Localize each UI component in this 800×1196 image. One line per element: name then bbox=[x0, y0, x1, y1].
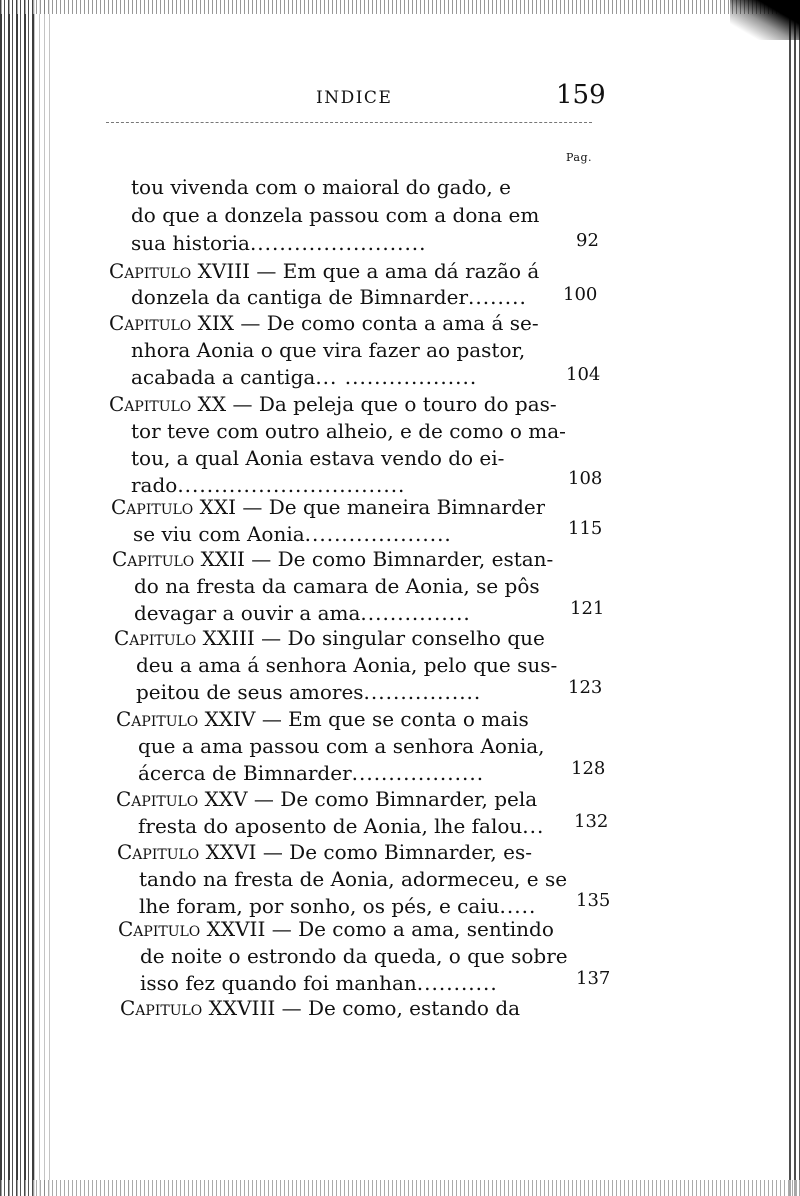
toc-line: lhe foram, por sonho, os pés, e caiu..... bbox=[139, 894, 537, 918]
toc-page-number: 128 bbox=[571, 758, 606, 779]
leader-dots: .................. bbox=[351, 761, 485, 785]
leader-dots: ..... bbox=[499, 894, 537, 918]
toc-line: Capitulo XXI — De que maneira Bimnarder bbox=[111, 495, 546, 519]
toc-line: devagar a ouvir a ama............... bbox=[134, 601, 471, 625]
toc-line: que a ama passou com a senhora Aonia, bbox=[138, 734, 545, 758]
toc-page-number: 123 bbox=[568, 677, 603, 698]
toc-page-number: 132 bbox=[574, 811, 609, 832]
toc-line: deu a ama á senhora Aonia, pelo que sus- bbox=[136, 653, 558, 677]
running-head-page-number: 159 bbox=[556, 80, 606, 110]
toc-line: peitou de seus amores................ bbox=[136, 680, 482, 704]
leader-dots: ........... bbox=[416, 971, 498, 995]
leader-dots: ................ bbox=[363, 680, 482, 704]
toc-line: tou, a qual Aonia estava vendo do ei- bbox=[131, 446, 505, 470]
toc-line: do na fresta da camara de Aonia, se pôs bbox=[134, 574, 540, 598]
toc-line: Capitulo XXV — De como Bimnarder, pela bbox=[116, 787, 538, 811]
chapter-label: Capitulo XVIII bbox=[109, 259, 251, 283]
toc-line: donzela da cantiga de Bimnarder........ bbox=[131, 285, 527, 309]
chapter-label: Capitulo XXV bbox=[116, 787, 248, 811]
chapter-label: Capitulo XXVIII bbox=[120, 996, 276, 1020]
toc-line: Capitulo XXVII — De como a ama, sentindo bbox=[118, 917, 554, 941]
toc-line: sua historia........................ bbox=[131, 231, 427, 255]
toc-line: Capitulo XXIII — Do singular conselho que bbox=[114, 626, 545, 650]
toc-page-number: 115 bbox=[568, 518, 603, 539]
toc-page-number: 108 bbox=[568, 468, 603, 489]
toc-line: Capitulo XXVIII — De como, estando da bbox=[120, 996, 521, 1020]
toc-page-number: 104 bbox=[566, 364, 601, 385]
toc-page-number: 137 bbox=[576, 968, 611, 989]
toc-line: nhora Aonia o que vira fazer ao pastor, bbox=[131, 338, 526, 362]
toc-line: Capitulo XXIV — Em que se conta o mais bbox=[116, 707, 529, 731]
toc-line: Capitulo XIX — De como conta a ama á se- bbox=[109, 311, 539, 335]
chapter-label: Capitulo XXIII bbox=[114, 626, 255, 650]
toc-line: Capitulo XVIII — Em que a ama dá razão á bbox=[109, 259, 540, 283]
toc-line: rado............................... bbox=[131, 473, 406, 497]
page-column-label: Pag. bbox=[566, 151, 593, 164]
toc-line: tando na fresta de Aonia, adormeceu, e se bbox=[139, 867, 568, 891]
toc-line: se viu com Aonia.................... bbox=[133, 522, 452, 546]
toc-line: Capitulo XXVI — De como Bimnarder, es- bbox=[117, 840, 533, 864]
toc-page-number: 121 bbox=[570, 598, 605, 619]
toc-line: de noite o estrondo da queda, o que sobre bbox=[140, 944, 568, 968]
toc-line: fresta do aposento de Aonia, lhe falou... bbox=[138, 814, 545, 838]
chapter-label: Capitulo XXVI bbox=[117, 840, 257, 864]
toc-line: ácerca de Bimnarder.................. bbox=[138, 761, 485, 785]
leader-dots: ............... bbox=[360, 601, 471, 625]
toc-page-number: 100 bbox=[563, 284, 598, 305]
chapter-label: Capitulo XXVII bbox=[118, 917, 266, 941]
chapter-label: Capitulo XX bbox=[109, 392, 227, 416]
leader-dots: ... .................. bbox=[315, 365, 478, 389]
toc-line: Capitulo XXII — De como Bimnarder, estan- bbox=[112, 547, 554, 571]
toc-line: tor teve com outro alheio, e de como o ma- bbox=[131, 419, 566, 443]
leader-dots: ........ bbox=[468, 285, 527, 309]
leader-dots: .................... bbox=[304, 522, 452, 546]
chapter-label: Capitulo XIX bbox=[109, 311, 235, 335]
toc-page-number: 92 bbox=[576, 230, 599, 251]
toc-line: tou vivenda com o maioral do gado, e bbox=[131, 175, 511, 199]
chapter-label: Capitulo XXII bbox=[112, 547, 245, 571]
toc-line: do que a donzela passou com a dona em bbox=[131, 203, 540, 227]
leader-dots: ............................... bbox=[177, 473, 406, 497]
chapter-label: Capitulo XXI bbox=[111, 495, 237, 519]
running-head-title: INDICE bbox=[316, 88, 393, 108]
toc-line: Capitulo XX — Da peleja que o touro do pas- bbox=[109, 392, 557, 416]
toc-page-number: 135 bbox=[576, 890, 611, 911]
chapter-label: Capitulo XXIV bbox=[116, 707, 256, 731]
leader-dots: ... bbox=[522, 814, 545, 838]
toc-line: isso fez quando foi manhan........... bbox=[140, 971, 498, 995]
toc-line: acabada a cantiga... .................. bbox=[131, 365, 478, 389]
leader-dots: ........................ bbox=[249, 231, 427, 255]
